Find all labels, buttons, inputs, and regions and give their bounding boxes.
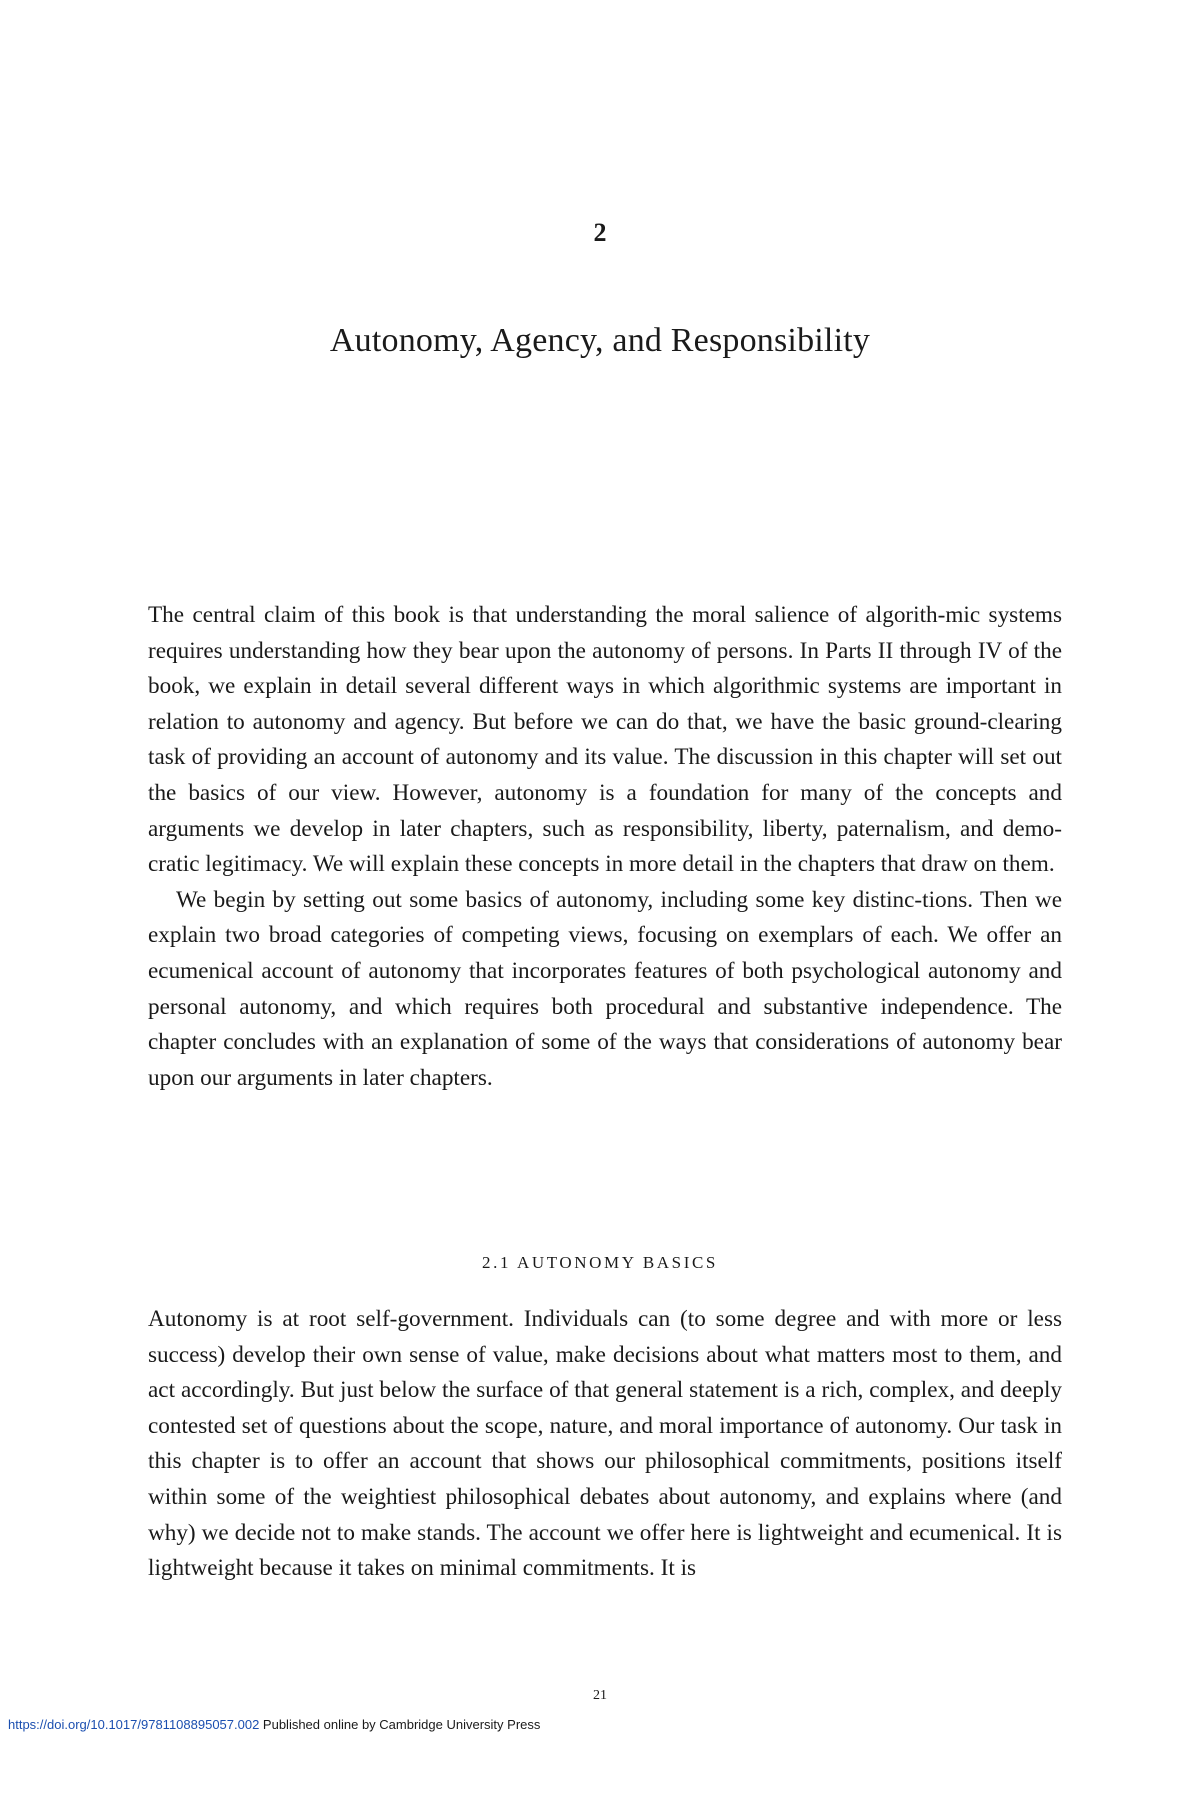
intro-paragraph-1: The central claim of this book is that understanding the moral salience of algorith-mic systems requires understanding how they bear upon the autonomy of persons. In Parts II through IV of the book, we explain in detail several different ways in which algorithmic systems are important in relation to autonomy and agency. But before we can do that, we have the basic ground-clearing task of providing an account of autonomy and its value. The discussion in this chapter will set out the basics of our view. However, autonomy is a foundation for many of the concepts and arguments we develop in later chapters, such as responsibility, liberty, paternalism, and demo-cratic legitimacy. We will explain these concepts in more detail in the chapters that draw on them. [148, 602, 1062, 878]
intro-paragraph-2: We begin by setting out some basics of autonomy, including some key distinc-tions. Then we explain two broad categories of competing views, focusing on exemplars of each. We offer an ecumenical account of autonomy that incorporates features of both psychological autonomy and personal autonomy, and which requires both procedural and substantive independence. The chapter concludes with an explanation of some of the ways that considerations of autonomy bear upon our arguments in later chapters. [148, 886, 1062, 1091]
intro-text [148, 598, 1062, 1096]
chapter-title: Autonomy, Agency, and Responsibility [329, 322, 871, 359]
footer-line [8, 1717, 540, 1732]
doi-link[interactable]: https://doi.org/10.1017/9781108895057.002 [8, 1717, 260, 1732]
chapter-number: 2 [593, 218, 607, 247]
section-paragraph: Autonomy is at root self-government. Individuals can (to some degree and with more or less success) develop their own sense of value, make decisions about what matters most to them, and act accordingly. But just below the surface of that general statement is a rich, complex, and deeply contested set of questions about the scope, nature, and moral importance of autonomy. Our task in this chapter is to offer an account that shows our philosophical commitments, positions itself within some of the weightiest philosophical debates about autonomy, and explains where (and why) we decide not to make stands. The account we offer here is lightweight and ecumenical. It is lightweight because it takes on minimal commitments. It is [148, 1306, 1062, 1582]
page-number: 21 [593, 1688, 607, 1703]
section-text [148, 1302, 1062, 1587]
publisher-note: Published online by Cambridge University Press [259, 1717, 541, 1732]
section-heading: 2.1 AUTONOMY BASICS [482, 1253, 718, 1272]
